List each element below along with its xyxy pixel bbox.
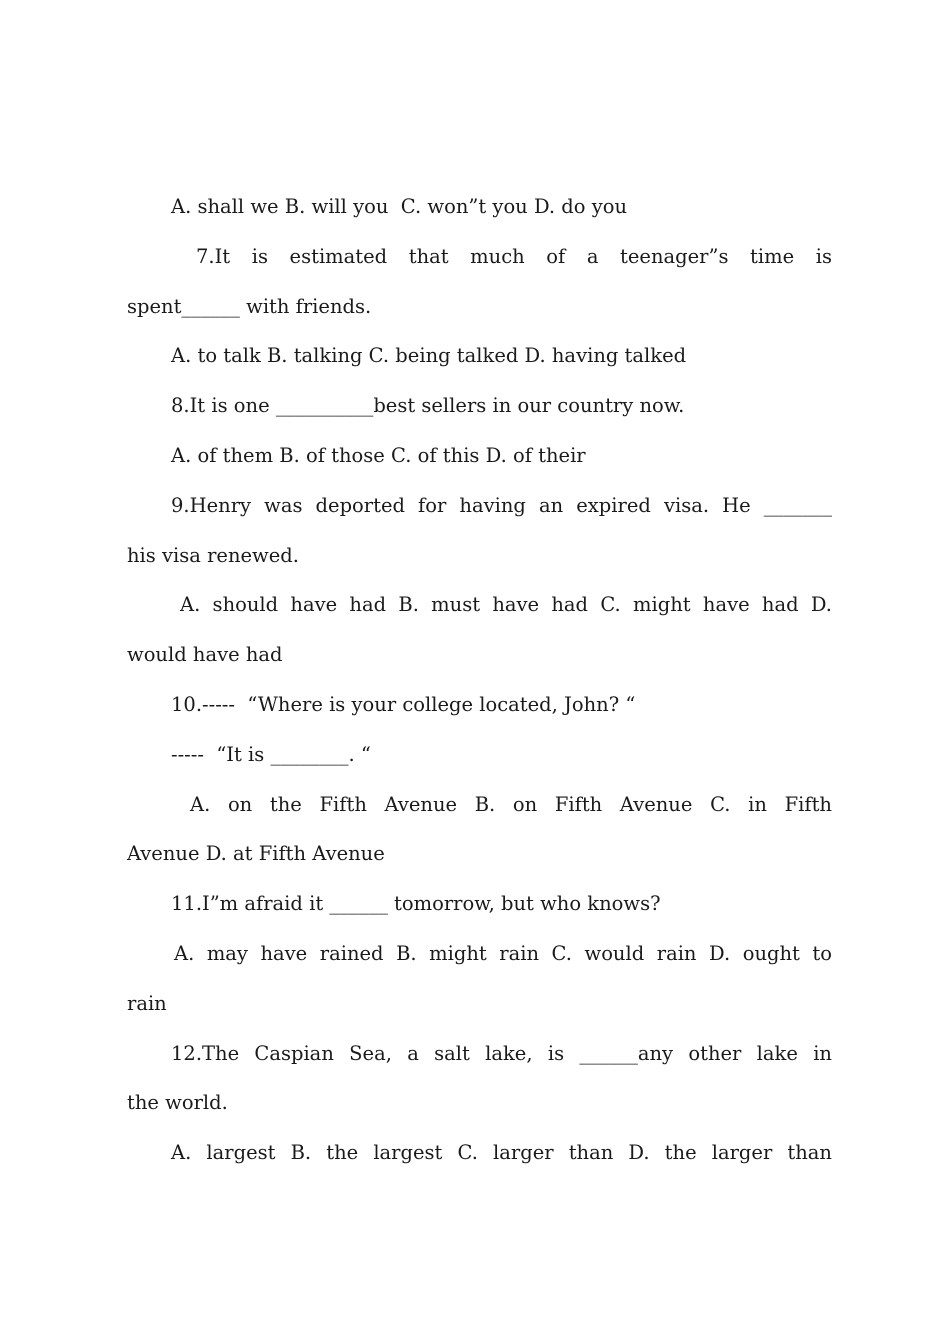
q9-stem-cont: his visa renewed.	[127, 543, 299, 567]
q8-stem: 8.It is one __________best sellers in our country now.	[171, 394, 685, 418]
q10-stem-reply: ----- “It is ________. “	[171, 742, 371, 766]
q11-options-cont: rain	[127, 991, 167, 1015]
q8-options: A. of them B. of those C. of this D. of their	[171, 443, 586, 467]
q10-options: A. on the Fifth Avenue B. on Fifth Avenue C. in Fifth	[190, 792, 832, 816]
q7-options: A. to talk B. talking C. being talked D. having talked	[171, 344, 687, 368]
q7-stem: 7.It is estimated that much of a teenager”s time is	[196, 244, 832, 268]
q11-stem: 11.I”m afraid it ______ tomorrow, but who knows?	[171, 892, 661, 916]
q9-stem: 9.Henry was deported for having an expired visa. He _______	[171, 493, 832, 517]
q7-stem-cont: spent______ with friends.	[127, 294, 372, 318]
q10-options-cont: Avenue D. at Fifth Avenue	[127, 842, 385, 866]
q9-options: A. should have had B. must have had C. might have had D.	[180, 593, 832, 617]
q9-options-cont: would have had	[127, 643, 283, 667]
q12-options: A. largest B. the largest C. larger than D. the larger than	[171, 1141, 832, 1165]
q6-options: A. shall we B. will you C. won”t you D. do you	[171, 195, 628, 218]
document-page	[127, 182, 832, 1178]
q12-stem: 12.The Caspian Sea, a salt lake, is ______any other lake in	[171, 1041, 832, 1065]
q10-stem: 10.----- “Where is your college located, John? “	[171, 692, 636, 716]
q12-stem-cont: the world.	[127, 1091, 228, 1115]
q11-options: A. may have rained B. might rain C. would rain D. ought to	[174, 941, 832, 965]
